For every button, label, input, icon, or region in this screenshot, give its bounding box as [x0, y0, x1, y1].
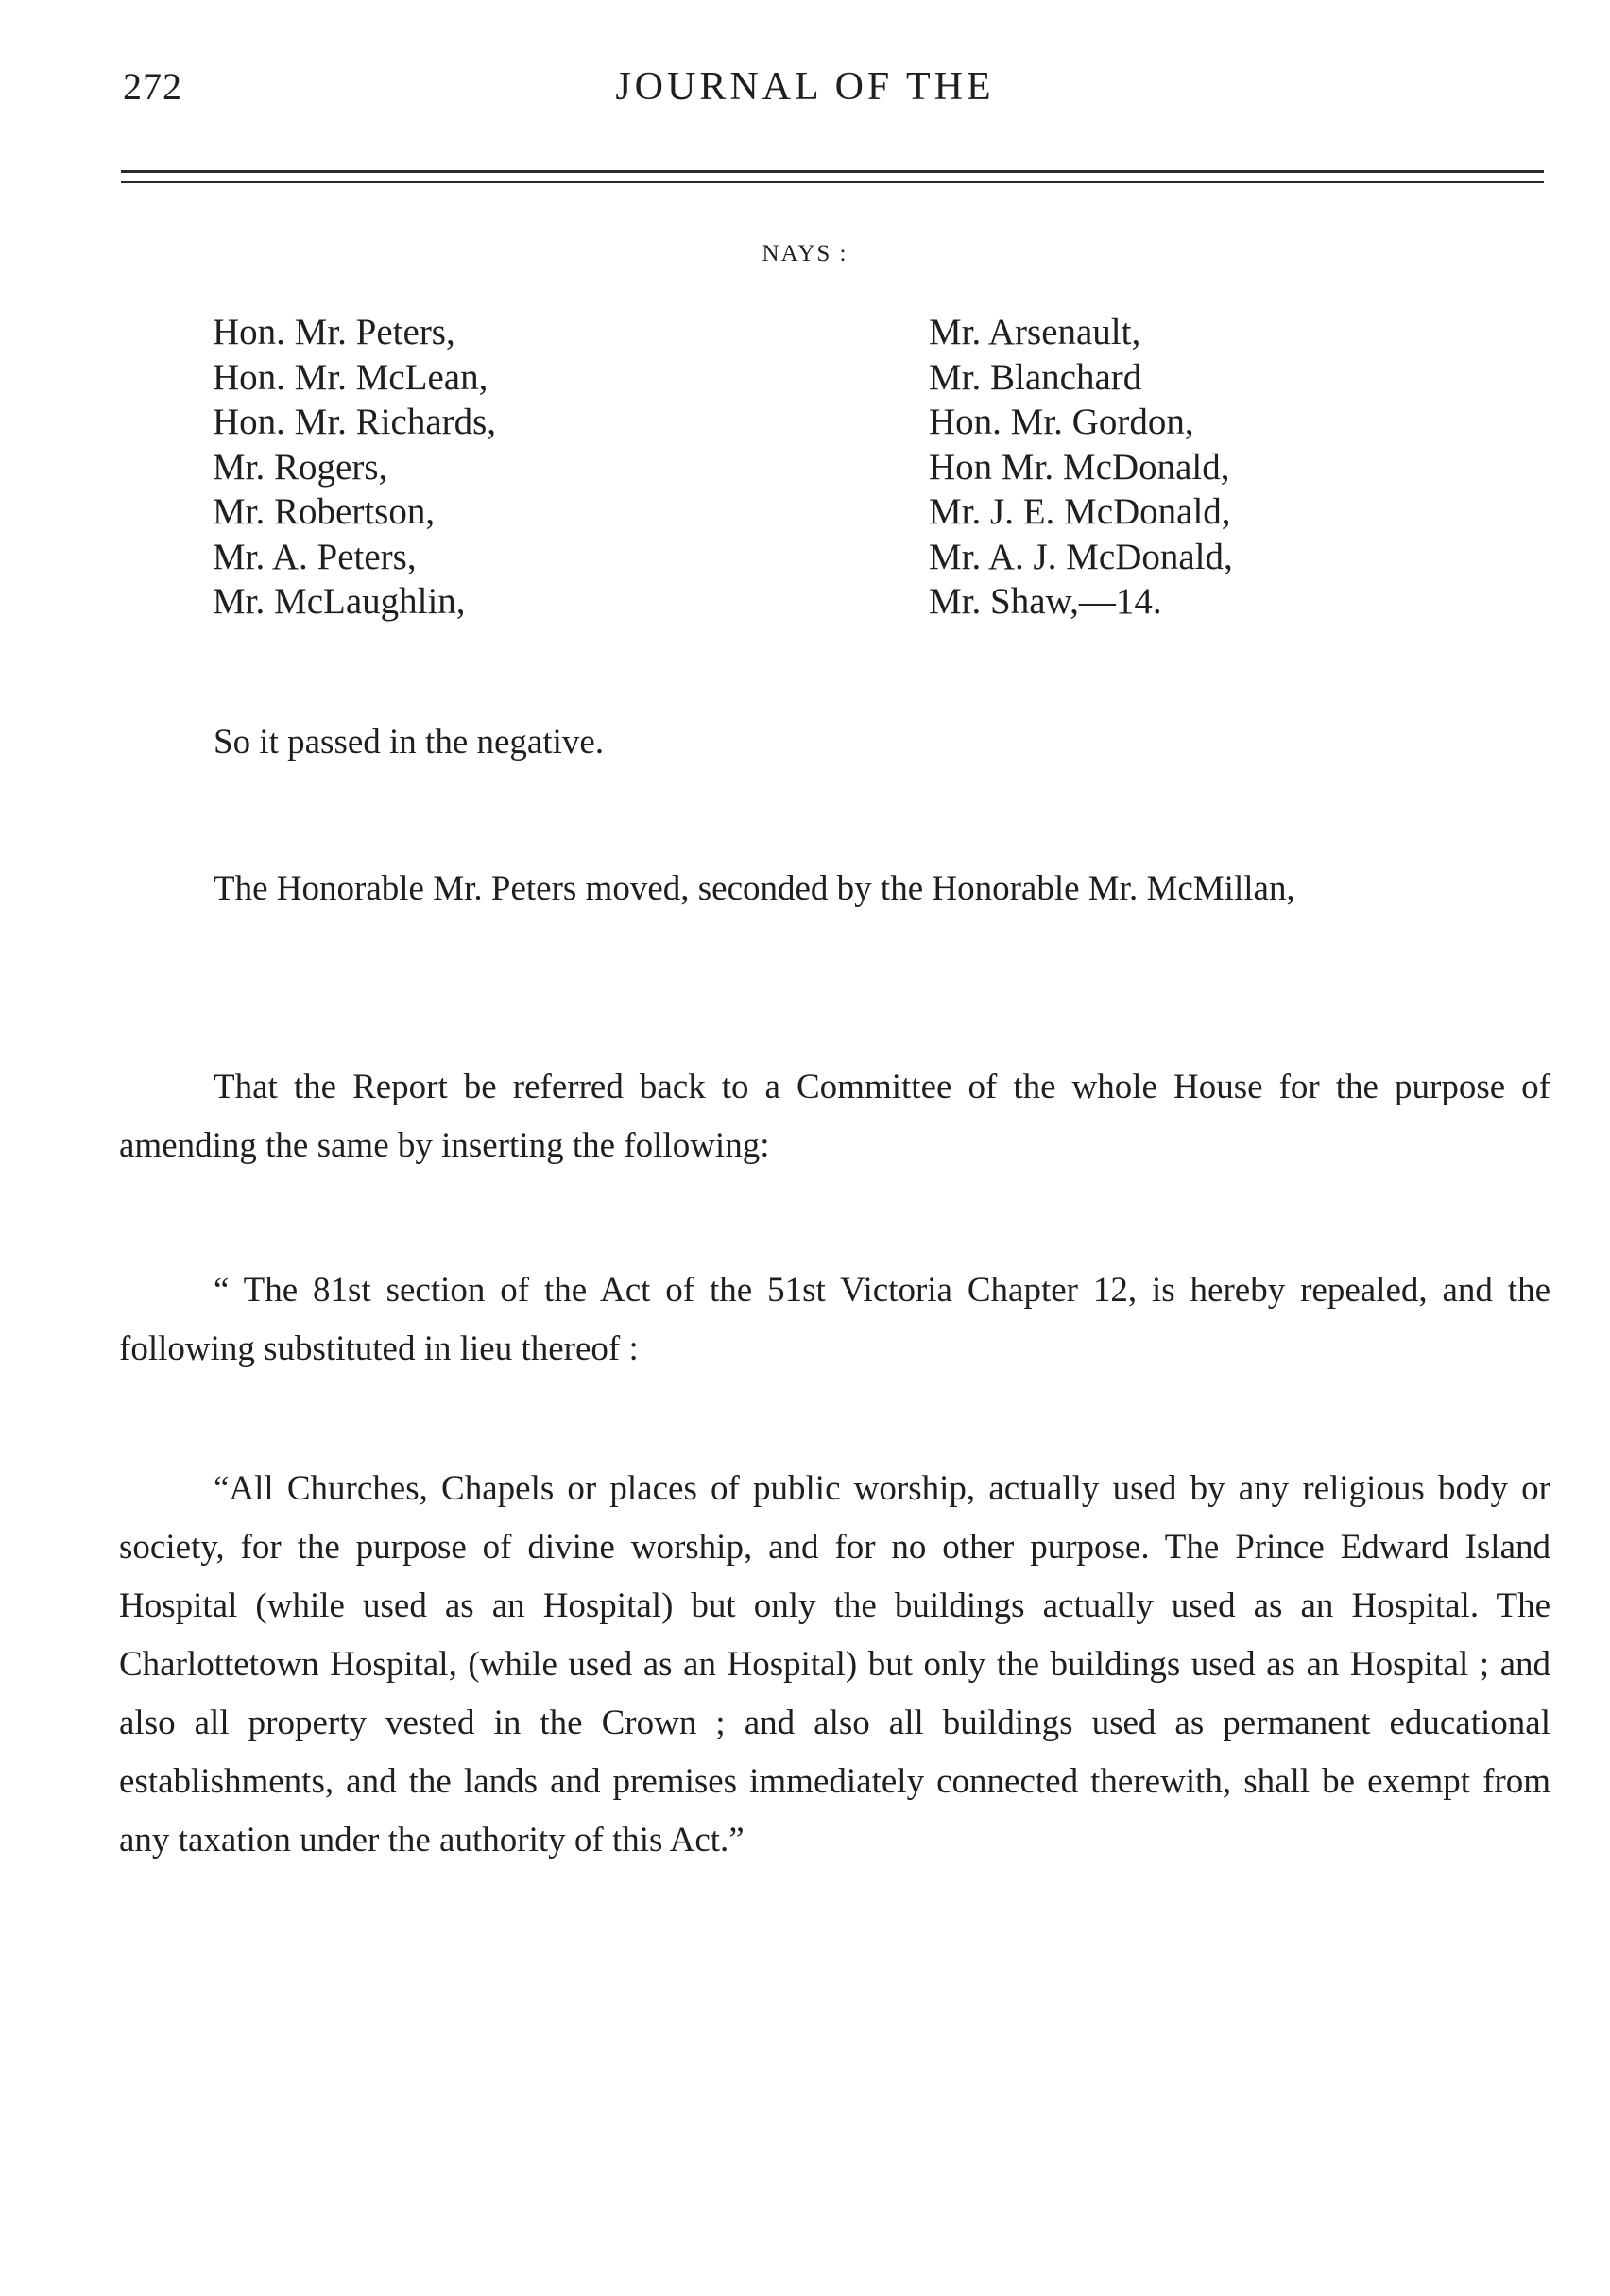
negative-result-paragraph: So it passed in the negative. [214, 723, 605, 762]
nays-left-column [213, 310, 496, 625]
nays-member: Mr. Robertson, [213, 491, 436, 532]
nays-member: Mr. Blanchard [929, 356, 1142, 398]
nays-member: Mr. Arsenault, [929, 312, 1141, 352]
nays-member: Mr. A. Peters, [213, 536, 417, 577]
nays-member: Hon. Mr. Gordon, [929, 402, 1194, 442]
header-rule-thin [121, 181, 1544, 183]
nays-heading: NAYS : [762, 241, 848, 266]
section-repeal-paragraph: “ The 81st section of the Act of the 51st Victoria Chapter 12, is hereby repealed, and the following substituted in lieu thereof : [119, 1271, 1550, 1368]
nays-member: Mr. J. E. McDonald, [929, 491, 1231, 532]
nays-right-column [929, 310, 1233, 625]
exemption-paragraph: “All Churches, Chapels or places of public worship, actually used by any religious body or society, for the purpose of divine worship, and for no other purpose. The Prince Edward Island Hospital (while used as an Hospital) but only the buildings actually used as an Hospital. The Charlottetown Hospital, (while used as an Hospital) but only the buildings used as an Hospital ; and also all property vested in the Crown ; and also all buildings used as permanent educational establishments, and the lands and premises immediately connected therewith, shall be exempt from any taxation under the authority of this Act.” [119, 1469, 1550, 1859]
nays-member: Hon. Mr. Peters, [213, 312, 455, 352]
page-number: 272 [123, 65, 182, 108]
header-rule-thick [121, 170, 1544, 173]
nays-member: Mr. McLaughlin, [213, 581, 466, 622]
running-head: JOURNAL OF THE [615, 65, 995, 109]
nays-member: Mr. A. J. McDonald, [929, 536, 1233, 577]
nays-member: Mr. Shaw,—14. [929, 581, 1162, 622]
nays-member: Hon. Mr. Richards, [213, 402, 497, 442]
nays-member: Hon Mr. McDonald, [929, 446, 1230, 488]
nays-member: Hon. Mr. McLean, [213, 356, 488, 398]
report-referral-paragraph: That the Report be referred back to a Committee of the whole House for the purpose of amending the same by inserting the following: [119, 1068, 1550, 1165]
nays-member: Mr. Rogers, [213, 446, 388, 488]
motion-paragraph: The Honorable Mr. Peters moved, seconded by the Honorable Mr. McMillan, [214, 869, 1295, 908]
